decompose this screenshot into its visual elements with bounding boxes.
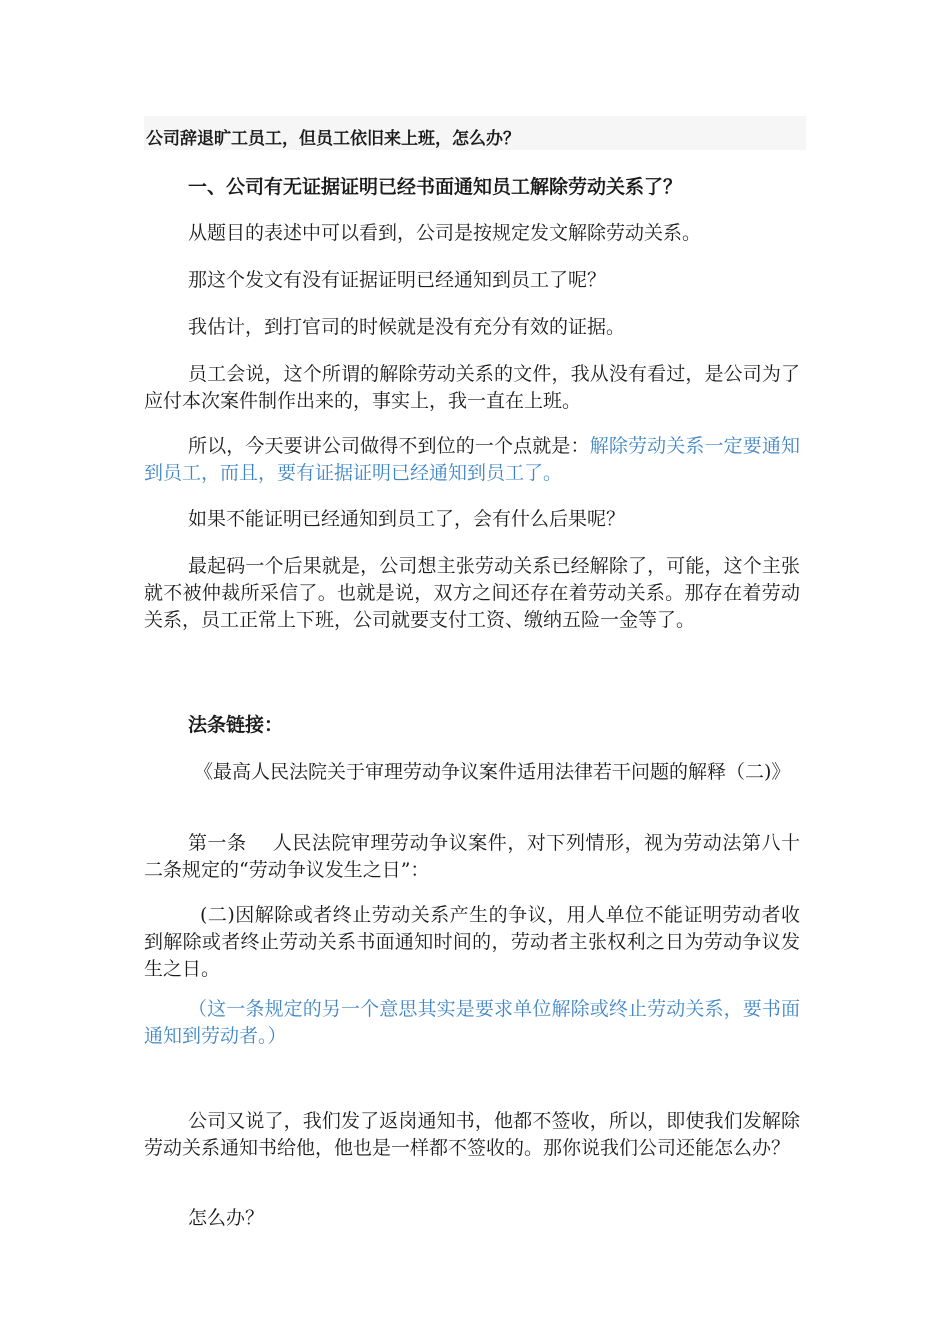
paragraph: 从题目的表述中可以看到，公司是按规定发文解除劳动关系。 [188,222,702,244]
paragraph: 我估计，到打官司的时候就是没有充分有效的证据。 [188,316,626,338]
paragraph-lead: 所以，今天要讲公司做得不到位的一个点就是： [188,435,590,457]
law-note: （这一条规定的另一个意思其实是要求单位解除或终止劳动关系，要书面通知到劳动者。） [144,998,800,1047]
paragraph: 员工会说，这个所谓的解除劳动关系的文件，我从没有看过，是公司为了应付本次案件制作出来的，事实上，我一直在上班。 [144,363,800,412]
law-article: 第一条 人民法院审理劳动争议案件，对下列情形，视为劳动法第八十二条规定的“劳动争议发生之日”： [144,832,800,881]
document-title: 公司辞退旷工员工，但员工依旧来上班，怎么办？ [146,129,520,149]
paragraph: 那这个发文有没有证据证明已经通知到员工了呢？ [188,269,607,291]
paragraph: 公司又说了，我们发了返岗通知书，他都不签收，所以，即使我们发解除劳动关系通知书给他，他也是一样都不签收的。那你说我们公司还能怎么办？ [144,1110,800,1159]
highlight-text: 解除劳动关系一定要通知到员工，而且，要有证据证明已经通知到员工了。 [144,435,800,484]
law-item: (二)因解除或者终止劳动关系产生的争议，用人单位不能证明劳动者收到解除或者终止劳动关系书面通知时间的，劳动者主张权利之日为劳动争议发生之日。 [144,904,800,980]
paragraph: 如果不能证明已经通知到员工了，会有什么后果呢？ [188,508,626,530]
law-source: 《最高人民法院关于审理劳动争议案件适用法律若干问题的解释（二)》 [194,761,791,783]
paragraph: 怎么办？ [188,1207,265,1229]
paragraph: 最起码一个后果就是，公司想主张劳动关系已经解除了，可能，这个主张就不被仲裁所采信了。也就是说，双方之间还存在着劳动关系。那存在着劳动关系，员工正常上下班，公司就要支付工资、缴纳五险一金等了。 [144,555,800,631]
law-heading: 法条链接： [188,714,284,736]
paragraph [144,433,800,487]
section-heading: 一、公司有无证据证明已经书面通知员工解除劳动关系了？ [188,176,683,198]
